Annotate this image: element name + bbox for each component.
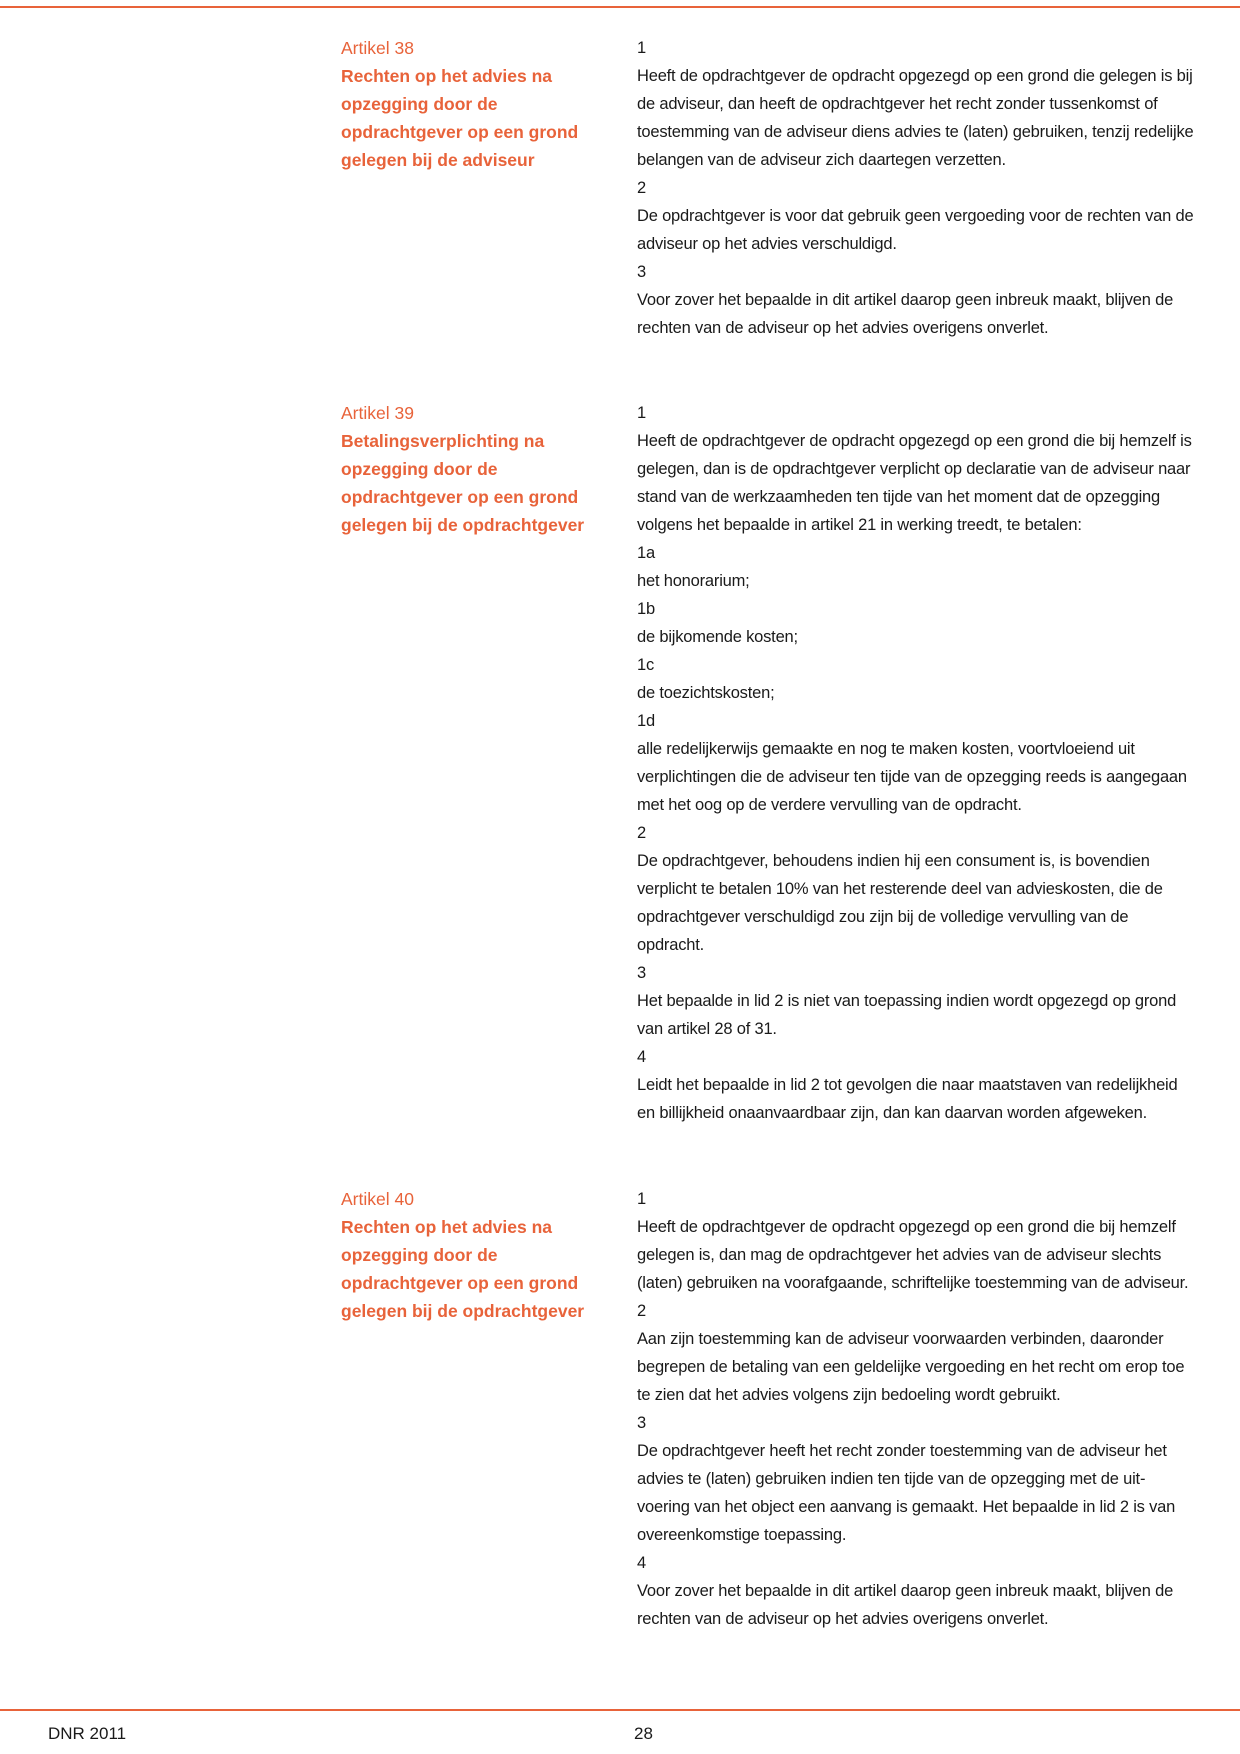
paragraph — [637, 1185, 1197, 1297]
paragraph-text: Heeft de opdrachtgever de opdracht opgezegd op een grond die bij hemzelf gelegen is, dan mag de opdrachtgever het advies van de adviseur slechts (laten) gebruiken na voorafgaande, schriftelijke toestemming van de adviseur. — [637, 1218, 1189, 1292]
article-heading — [341, 399, 611, 539]
paragraph-text: De opdrachtgever, behoudens indien hij een consument is, is bovendien verplicht te betalen 10% van het resterende deel van advieskosten, die de opdrachtgever verschuldigd zou zijn bij de volledige vervulling van de opdracht. — [637, 852, 1163, 954]
paragraph-label: 2 — [637, 1302, 646, 1320]
paragraph — [637, 1297, 1197, 1409]
paragraph-label: 1c — [637, 656, 655, 674]
paragraph — [637, 651, 1197, 707]
article-number: Artikel 38 — [341, 38, 414, 58]
article-body — [637, 34, 1197, 342]
paragraph-text: Voor zover het bepaalde in dit artikel daarop geen inbreuk maakt, blijven de rechten van de adviseur op het advies overigens onverlet. — [637, 1582, 1174, 1628]
paragraph — [637, 707, 1197, 819]
article-heading — [341, 34, 611, 174]
paragraph — [637, 399, 1197, 539]
article-title: Rechten op het advies na opzegging door de opdrachtgever op een grond gelegen bij de adviseur — [341, 66, 579, 170]
article-number: Artikel 40 — [341, 1189, 414, 1209]
paragraph-text: Het bepaalde in lid 2 is niet van toepassing indien wordt opgezegd op grond van artikel 28 of 31. — [637, 992, 1177, 1038]
paragraph — [637, 1043, 1197, 1127]
paragraph-text: alle redelijkerwijs gemaakte en nog te maken kosten, voortvloeiend uit verplichtingen die de adviseur ten tijde van de opzegging reeds is aangegaan met het oog op de verdere vervulling van de opdracht. — [637, 740, 1187, 814]
paragraph-label: 1 — [637, 1190, 646, 1208]
paragraph — [637, 959, 1197, 1043]
paragraph-label: 3 — [637, 964, 646, 982]
top-rule — [0, 6, 1240, 8]
paragraph-label: 3 — [637, 1414, 646, 1432]
paragraph — [637, 539, 1197, 595]
paragraph-text: Voor zover het bepaalde in dit artikel daarop geen inbreuk maakt, blijven de rechten van de adviseur op het advies overigens onverlet. — [637, 291, 1174, 337]
paragraph — [637, 1409, 1197, 1549]
paragraph-text: Heeft de opdrachtgever de opdracht opgezegd op een grond die bij hemzelf is gelegen, dan is de opdrachtgever verplicht op declaratie van de adviseur naar stand van de werkzaamheden ten tijde van het moment dat de opzegging volgens het bepaalde in artikel 21 in werking treedt, te betalen: — [637, 432, 1192, 534]
paragraph-text: Aan zijn toestemming kan de adviseur voorwaarden verbinden, daaronder begrepen de betaling van een geldelijke vergoeding en het recht om erop toe te zien dat het advies volgens zijn bedoeling wordt gebruikt. — [637, 1330, 1185, 1404]
paragraph-label: 1 — [637, 39, 646, 57]
article-body — [637, 1185, 1197, 1633]
paragraph — [637, 595, 1197, 651]
paragraph-text: Heeft de opdrachtgever de opdracht opgezegd op een grond die gelegen is bij de adviseur, dan heeft de opdrachtgever het recht zonder tussenkomst of toestemming van de adviseur diens advies te (laten) gebruiken, tenzij redelijke belangen van de adviseur zich daartegen verzetten. — [637, 67, 1194, 169]
paragraph-label: 1b — [637, 600, 655, 618]
article-title: Betalingsverplichting na opzegging door de opdrachtgever op een grond gelegen bij de opdrachtgever — [341, 431, 585, 535]
paragraph-text: de bijkomende kosten; — [637, 628, 798, 646]
page-number: 28 — [634, 1724, 653, 1743]
paragraph-text: Leidt het bepaalde in lid 2 tot gevolgen die naar maatstaven van redelijkheid en billijkheid onaanvaardbaar zijn, dan kan daarvan worden afgeweken. — [637, 1076, 1178, 1122]
article-body — [637, 399, 1197, 1127]
paragraph-label: 1a — [637, 544, 655, 562]
paragraph-text: het honorarium; — [637, 572, 750, 590]
paragraph-label: 4 — [637, 1554, 646, 1572]
footer-publication: DNR 2011 — [48, 1724, 127, 1743]
paragraph-label: 4 — [637, 1048, 646, 1066]
paragraph-label: 1d — [637, 712, 655, 730]
paragraph-text: De opdrachtgever is voor dat gebruik geen vergoeding voor de rechten van de adviseur op het advies verschuldigd. — [637, 207, 1194, 253]
paragraph-label: 2 — [637, 179, 646, 197]
paragraph-label: 1 — [637, 404, 646, 422]
paragraph — [637, 1549, 1197, 1633]
article-heading — [341, 1185, 611, 1325]
paragraph — [637, 819, 1197, 959]
paragraph-label: 3 — [637, 263, 646, 281]
article-number: Artikel 39 — [341, 403, 414, 423]
article-title: Rechten op het advies na opzegging door de opdrachtgever op een grond gelegen bij de opdrachtgever — [341, 1217, 585, 1321]
paragraph — [637, 34, 1197, 174]
paragraph-text: De opdrachtgever heeft het recht zonder toestemming van de adviseur het advies te (laten) gebruiken indien ten tijde van de opzegging met de uit-voering van het object een aanvang is gemaakt. Het bepaalde in lid 2 is van overeenkomstige toepassing. — [637, 1442, 1176, 1544]
paragraph — [637, 174, 1197, 258]
paragraph — [637, 258, 1197, 342]
bottom-rule — [0, 1709, 1240, 1711]
paragraph-text: de toezichtskosten; — [637, 684, 775, 702]
paragraph-label: 2 — [637, 824, 646, 842]
